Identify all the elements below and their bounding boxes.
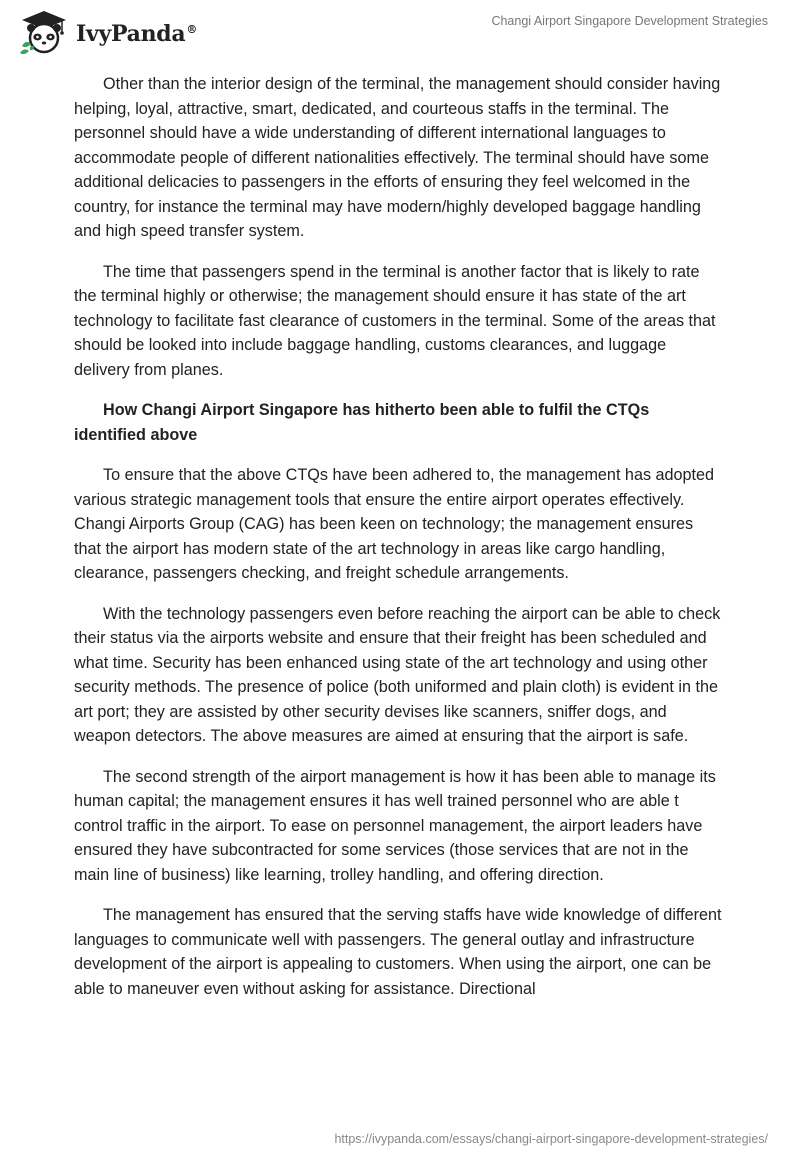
brand-name: IvyPanda® (76, 21, 198, 47)
paragraph: Other than the interior design of the terminal, the management should consider having helping, loyal, attractive, smart, dedicated, and courteous staffs in the terminal. The personnel should have a wide understanding of different international languages to accommodate people of different nationalities effectively. The terminal should have some additional delicacies to passengers in the efforts of ensuring they feel welcomed in the country, for instance the terminal may have modern/highly developed baggage handling and high speed transfer system. (74, 75, 721, 240)
source-url[interactable]: https://ivypanda.com/essays/changi-airport-singapore-development-strategies/ (334, 1132, 768, 1146)
document-title: Changi Airport Singapore Development Strategies (491, 14, 768, 28)
paragraph: The time that passengers spend in the terminal is another factor that is likely to rate the terminal highly or otherwise; the management should ensure it has state of the art technology to facilitate fast clearance of customers in the terminal. Some of the areas that should be looked into include baggage handling, customs clearances, and luggage delivery from planes. (74, 262, 716, 379)
paragraph: The second strength of the airport management is how it has been able to manage its human capital; the management ensures it has well trained personnel who are able t control traffic in the airport. To ease on personnel management, the airport leaders have ensured they have subcontracted for some services (those services that are not in the main line of business) like learning, trolley handling, and offering direction. (74, 767, 716, 884)
paragraph: The management has ensured that the serving staffs have wide knowledge of different languages to communicate well with passengers. The general outlay and infrastructure development of the airport is appealing to customers. When using the airport, one can be able to maneuver even without asking for assistance. Directional (74, 906, 722, 998)
ivypanda-logo[interactable] (16, 8, 197, 56)
page-header (0, 0, 800, 64)
essay-body (74, 72, 724, 1017)
registered-mark: ® (186, 22, 198, 36)
paragraph: To ensure that the above CTQs have been adhered to, the management has adopted various strategic management tools that ensure the entire airport operates effectively. Changi Airports Group (CAG) has been keen on technology; the management ensures that the airport has modern state of the art technology in areas like cargo handling, clearance, passengers checking, and freight schedule arrangements. (74, 466, 715, 582)
panda-graduate-icon (16, 8, 72, 56)
paragraph: With the technology passengers even before reaching the airport can be able to check their status via the airports website and ensure that their freight has been scheduled and what time. Security has been enhanced using state of the art technology and using other security methods. The presence of police (both uniformed and plain cloth) is evident in the art port; they are assisted by other security devises like scanners, sniffer dogs, and weapon detectors. The above measures are aimed at ensuring that the airport is safe. (74, 604, 721, 745)
section-heading: How Changi Airport Singapore has hitherto been able to fulfil the CTQs identified above (74, 401, 650, 444)
